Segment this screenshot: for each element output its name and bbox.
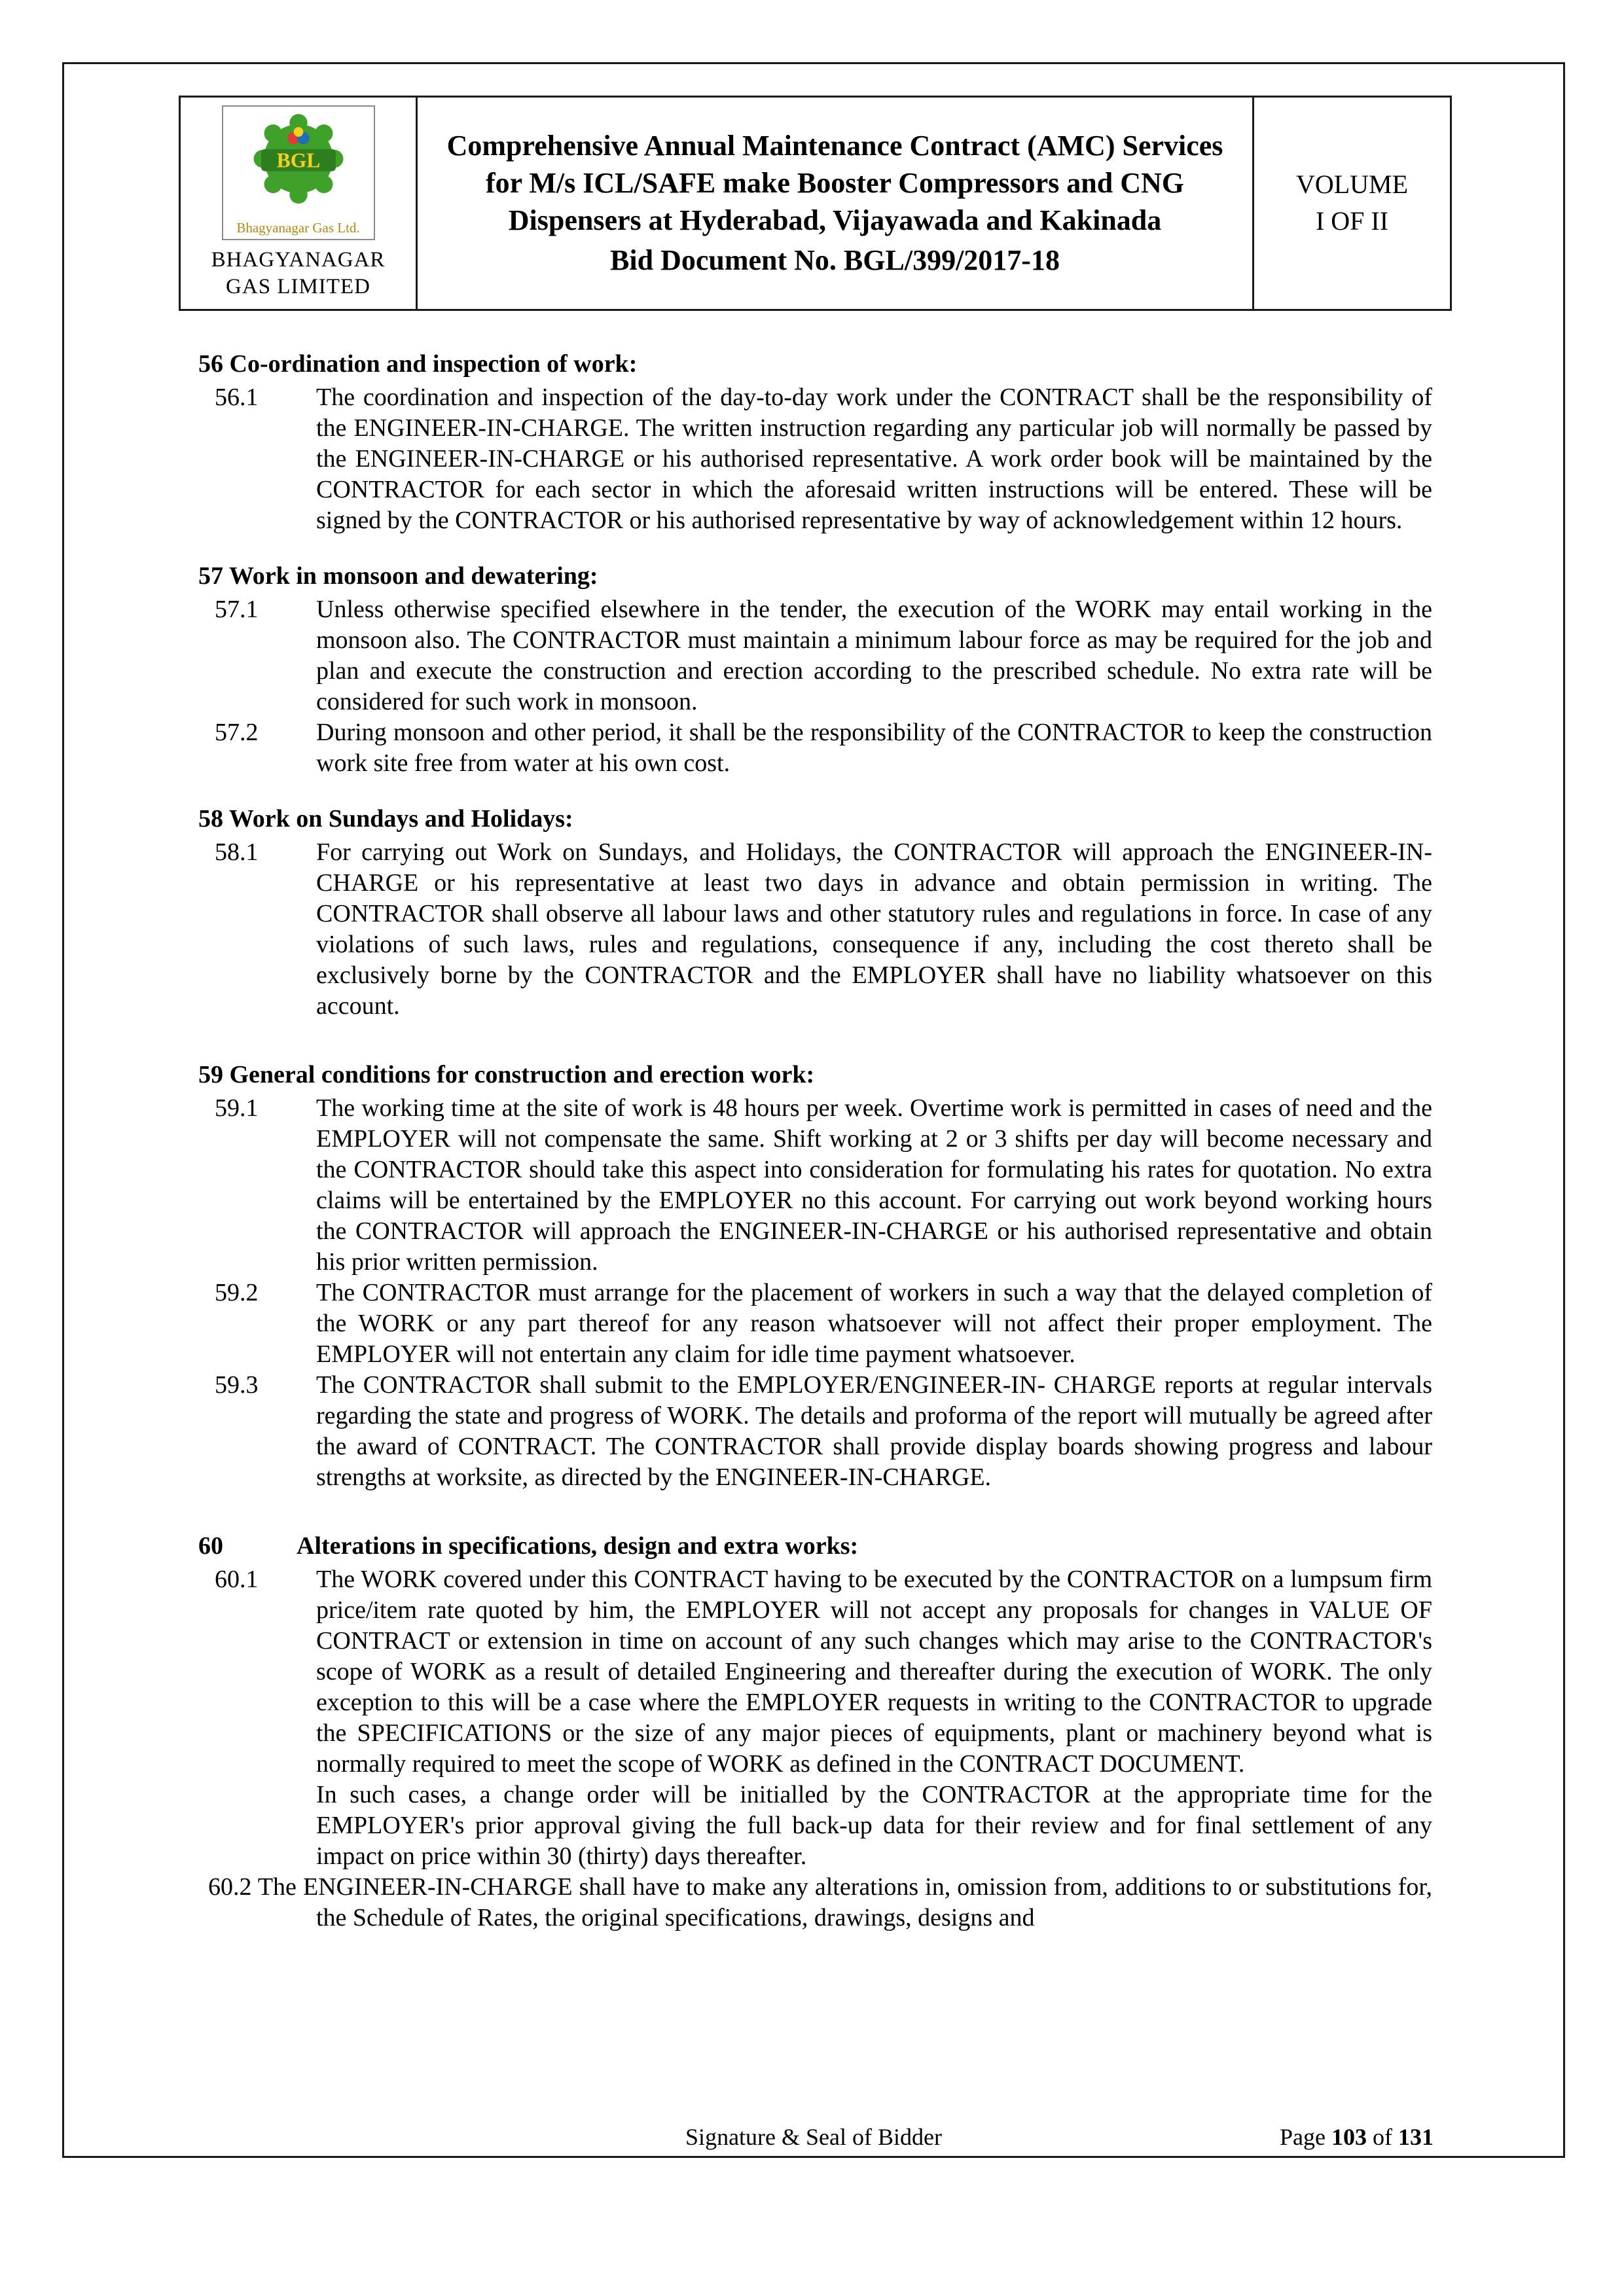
clause-number: 57.1 <box>215 595 259 623</box>
section-title: Work on Sundays and Holidays: <box>228 804 573 833</box>
bid-document-number: Bid Document No. BGL/399/2017-18 <box>610 244 1060 277</box>
clause-58-1 <box>215 837 1432 1022</box>
section-title: Alterations in specifications, design and extra works: <box>297 1532 859 1560</box>
clause-56-1 <box>215 382 1432 536</box>
section-heading-56 <box>198 349 1432 380</box>
section-60 <box>198 1531 1432 1933</box>
clause-number: 59.1 <box>215 1094 259 1122</box>
section-title: Co-ordination and inspection of work: <box>229 350 638 378</box>
logo-cell <box>180 97 417 310</box>
clause-number <box>215 1780 316 1872</box>
logo-tagline: Bhagyanagar Gas Ltd. <box>236 220 360 236</box>
volume-line1: VOLUME <box>1295 170 1409 200</box>
bgl-logo-icon <box>236 112 361 215</box>
clause-59-1 <box>215 1093 1432 1278</box>
page-number: 103 <box>1331 2124 1367 2150</box>
clause-text: The working time at the site of work is 48 hours per week. Overtime work is permitted in cases of need and the EMPLOYER will not compensate the same. Shift working at 2 or 3 shifts per day will become necessary and the CONTRACTOR should take this aspect into consideration for formulating his rates for quotation. No extra claims will be entertained by the EMPLOYER no this account. For carrying out work beyond working hours the CONTRACTOR will approach the ENGINEER-IN-CHARGE or his authorised representative and obtain his prior written permission. <box>316 1094 1432 1276</box>
clause-text: Unless otherwise specified elsewhere in the tender, the execution of the WORK may entail working in the monsoon also. The CONTRACTOR must maintain a minimum labour force as may be required for the job and plan and execute the construction and erection according to the prescribed schedule. No extra rate will be considered for such work in monsoon. <box>316 595 1432 715</box>
clause-number: 56.1 <box>215 383 259 411</box>
clause-number: 58.1 <box>215 838 259 866</box>
section-heading-57 <box>198 561 1432 592</box>
clause-number: 60.1 <box>215 1565 259 1593</box>
page-indicator <box>1280 2123 1434 2151</box>
of-word: of <box>1373 2124 1392 2150</box>
clause-text: During monsoon and other period, it shall be the responsibility of the CONTRACTOR to keep the construction work site free from water at his own cost. <box>316 718 1432 777</box>
footer <box>64 2118 1563 2151</box>
company-name-line2: GAS LIMITED <box>226 275 370 299</box>
clause-text: The CONTRACTOR must arrange for the placement of workers in such a way that the delayed completion of the WORK or any part thereof for any reason whatsoever will not affect their proper employment. The EMPLOYER will not entertain any claim for idle time payment whatsoever. <box>316 1278 1432 1368</box>
volume-line2: I OF II <box>1315 206 1389 236</box>
section-number: 59 <box>198 1060 223 1088</box>
section-heading-60 <box>198 1531 1432 1562</box>
document-body <box>64 311 1563 1933</box>
clause-text-inline: The ENGINEER-IN-CHARGE shall have to make any alterations in, omission from, additions to or substitutions for, the Schedule of Rates, the original specifications, drawings, designs and <box>257 1873 1432 1931</box>
section-57 <box>198 561 1432 779</box>
logo-box <box>222 105 375 240</box>
clause-text <box>208 1872 1432 1933</box>
signature-seal-label: Signature & Seal of Bidder <box>685 2124 942 2150</box>
clause-number: 59.3 <box>215 1371 259 1399</box>
section-heading-59 <box>198 1060 1432 1090</box>
clause-60-1 <box>215 1564 1432 1780</box>
clause-60-1-continuation <box>215 1780 1432 1872</box>
section-56 <box>198 349 1432 536</box>
clause-number: 57.2 <box>215 718 259 746</box>
section-title: Work in monsoon and dewatering: <box>228 562 598 590</box>
clause-text: The WORK covered under this CONTRACT having to be executed by the CONTRACTOR on a lumpsum firm price/item rate quoted by him, the EMPLOYER will not accept any proposals for changes in VALUE OF CONTRACT or extension in time on account of any such changes which may arise to the CONTRACTOR's scope of WORK as a result of detailed Engineering and thereafter during the execution of WORK. The only exception to this will be a case where the EMPLOYER requests in writing to the CONTRACTOR to upgrade the SPECIFICATIONS or the size of any major pieces of equipments, plant or machinery beyond what is normally required to meet the scope of WORK as defined in the CONTRACT DOCUMENT. <box>316 1565 1432 1778</box>
clause-60-2 <box>198 1872 1432 1933</box>
section-58 <box>198 804 1432 1022</box>
page-word: Page <box>1280 2124 1326 2150</box>
section-number: 58 <box>198 804 223 833</box>
clause-text: In such cases, a change order will be initialled by the CONTRACTOR at the appropriate time for the EMPLOYER's prior approval giving the full back-up data for their review and for final settlement of any impact on price within 30 (thirty) days thereafter. <box>316 1780 1432 1870</box>
clause-57-2 <box>215 717 1432 779</box>
section-heading-58 <box>198 804 1432 834</box>
clause-number: 59.2 <box>215 1278 259 1306</box>
section-number: 56 <box>198 350 223 378</box>
document-title: Comprehensive Annual Maintenance Contract (AMC) Services for M/s ICL/SAFE make Booster Compressors and CNG Dispensers at Hyderabad, Vijayawada and Kakinada <box>446 129 1223 237</box>
section-number: 60 <box>198 1532 223 1560</box>
section-title: General conditions for construction and erection work: <box>229 1060 815 1088</box>
logo-flame-yellow <box>293 127 303 137</box>
clause-text: The coordination and inspection of the day-to-day work under the CONTRACT shall be the responsibility of the ENGINEER-IN-CHARGE. The written instruction regarding any particular job will normally be passed by the ENGINEER-IN-CHARGE or his authorised representative. A work order book will be maintained by the CONTRACTOR for each sector in which the aforesaid written instructions will be entered. These will be signed by the CONTRACTOR or his authorised representative by way of acknowledgement within 12 hours. <box>316 383 1432 534</box>
clause-57-1 <box>215 594 1432 717</box>
logo-monogram: BGL <box>276 149 320 172</box>
company-name <box>186 247 410 301</box>
clause-number: 60.2 <box>208 1873 252 1901</box>
clause-59-2 <box>215 1278 1432 1370</box>
volume-cell <box>1254 97 1451 310</box>
title-cell <box>417 97 1254 310</box>
clause-text: The CONTRACTOR shall submit to the EMPLOYER/ENGINEER-IN- CHARGE reports at regular intervals regarding the state and progress of WORK. The details and proforma of the report will mutually be agreed after the award of CONTRACT. The CONTRACTOR shall provide display boards showing progress and labour strengths at worksite, as directed by the ENGINEER-IN-CHARGE. <box>316 1371 1432 1491</box>
company-name-line1: BHAGYANAGAR <box>211 248 386 272</box>
total-pages: 131 <box>1398 2124 1434 2150</box>
section-59 <box>198 1060 1432 1493</box>
section-number: 57 <box>198 562 223 590</box>
page-border-frame <box>62 62 1565 2158</box>
clause-59-3 <box>215 1370 1432 1493</box>
header-table <box>179 96 1452 311</box>
clause-text: For carrying out Work on Sundays, and Holidays, the CONTRACTOR will approach the ENGINEER-IN-CHARGE or his representative at least two days in advance and obtain permission in writing. The CONTRACTOR shall observe all labour laws and other statutory rules and regulations in force. In case of any violations of such laws, rules and regulations, consequence if any, including the cost thereto shall be exclusively borne by the CONTRACTOR and the EMPLOYER shall have no liability whatsoever on this account. <box>316 838 1432 1020</box>
